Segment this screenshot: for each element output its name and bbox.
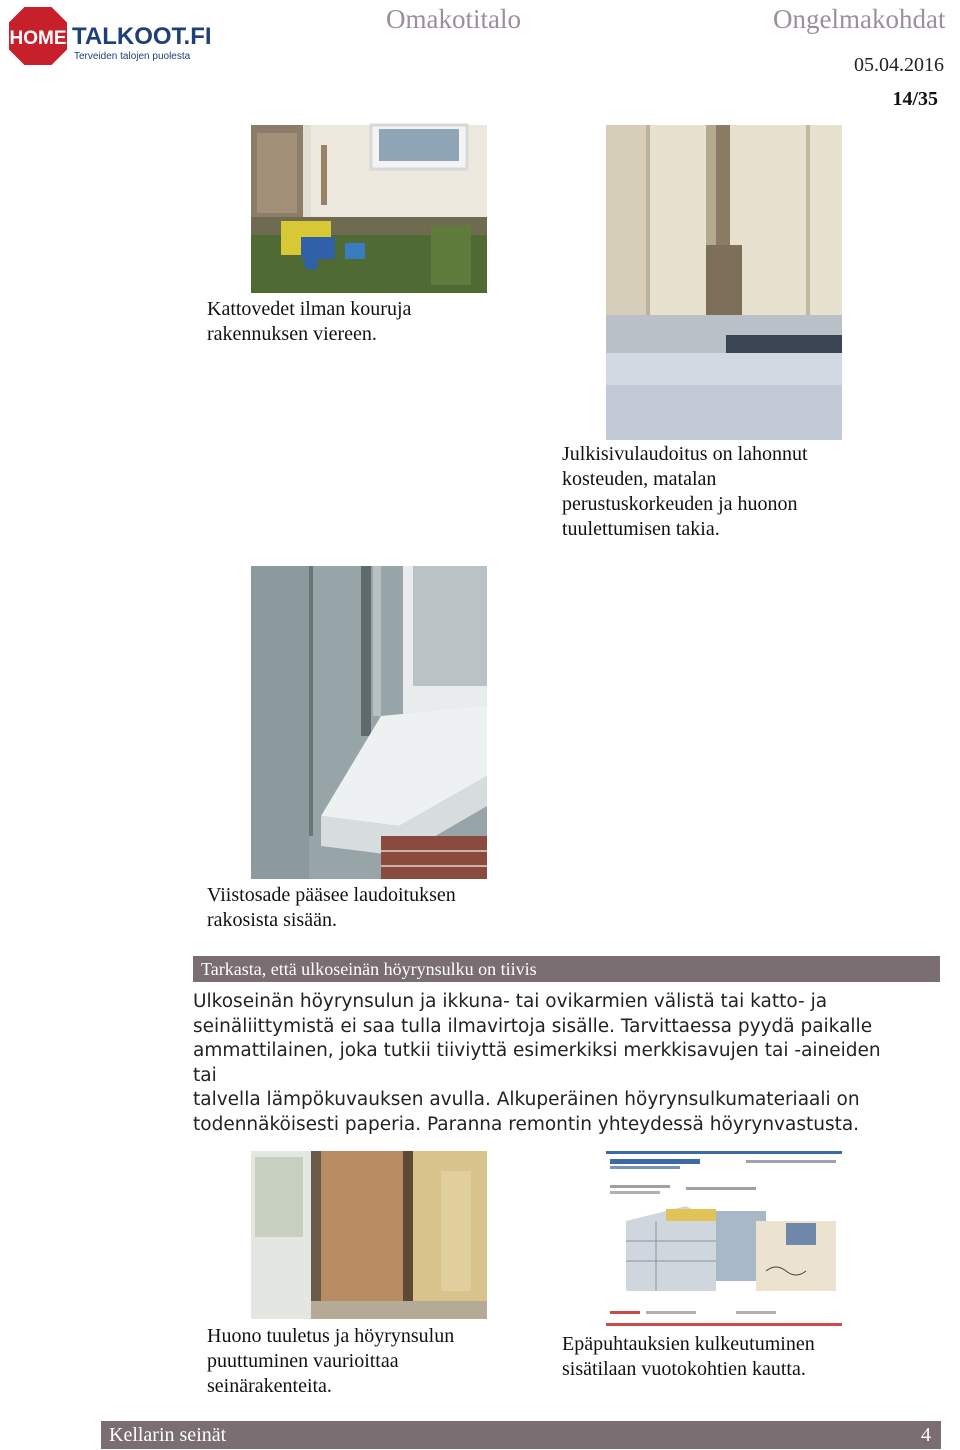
caption-line: perustuskorkeuden ja huonon <box>562 493 798 515</box>
logo-tagline: Terveiden talojen puolesta <box>74 51 191 62</box>
caption-photo-3 <box>207 883 456 933</box>
footer-title: Kellarin seinät <box>109 1424 227 1446</box>
section-body <box>193 990 893 1137</box>
caption-photo-5 <box>562 1332 815 1382</box>
section-line: ammattilainen, joka tutkii tiiviyttä esimerkiksi merkkisavujen tai -aineiden tai <box>193 1040 881 1086</box>
caption-line: Julkisivulaudoitus on lahonnut <box>562 443 808 465</box>
section-line: Ulkoseinän höyrynsulun ja ikkuna- tai ovikarmien välistä tai katto- ja <box>193 991 828 1012</box>
caption-photo-1 <box>207 297 411 347</box>
caption-line: Viistosade pääsee laudoituksen <box>207 884 456 906</box>
logo-talkoot-text: TALKOOT.FI <box>72 23 212 50</box>
footer-page-number: 4 <box>921 1424 931 1446</box>
caption-line: seinärakenteita. <box>207 1375 332 1397</box>
caption-line: Kattovedet ilman kouruja <box>207 298 412 320</box>
section-line: todennäköisesti paperia. Paranna remontin yhteydessä höyrynvastusta. <box>193 1113 860 1135</box>
caption-photo-2 <box>562 442 808 542</box>
header-link-omakotitalo[interactable]: Omakotitalo <box>386 4 521 34</box>
caption-line: rakennuksen viereen. <box>207 323 377 345</box>
hometalkoot-logo[interactable] <box>6 4 212 66</box>
caption-line: kosteuden, matalan <box>562 468 717 490</box>
header-link-ongelmakohdat[interactable]: Ongelmakohdat <box>773 4 946 34</box>
caption-line: puuttuminen vaurioittaa <box>207 1350 399 1372</box>
photo-leak-brochure <box>606 1151 842 1326</box>
photo-window-sill <box>251 566 487 879</box>
logo-graphic <box>6 4 212 66</box>
logo-home-text: HOME <box>9 28 67 49</box>
photo-roof-water <box>251 125 487 293</box>
caption-line: Huono tuuletus ja höyrynsulun <box>207 1325 455 1347</box>
section-heading: Tarkasta, että ulkoseinän höyrynsulku on tiivis <box>193 956 940 982</box>
footer-bar <box>101 1421 941 1449</box>
header-date: 05.04.2016 <box>854 54 944 76</box>
caption-photo-4 <box>207 1324 454 1399</box>
caption-line: Epäpuhtauksien kulkeutuminen <box>562 1333 815 1355</box>
photo-rotted-cladding <box>606 125 842 440</box>
section-line: seinäliittymistä ei saa tulla ilmavirtoja sisälle. Tarvittaessa pyydä paikalle <box>193 1015 873 1037</box>
caption-line: rakosista sisään. <box>207 909 337 931</box>
caption-line: tuulettumisen takia. <box>562 518 720 540</box>
photo-wall-cavity <box>251 1151 487 1319</box>
page-counter: 14/35 <box>892 88 938 110</box>
section-line: talvella lämpökuvauksen avulla. Alkuperäinen höyrynsulkumateriaali on <box>193 1089 860 1110</box>
caption-line: sisätilaan vuotokohtien kautta. <box>562 1358 806 1380</box>
